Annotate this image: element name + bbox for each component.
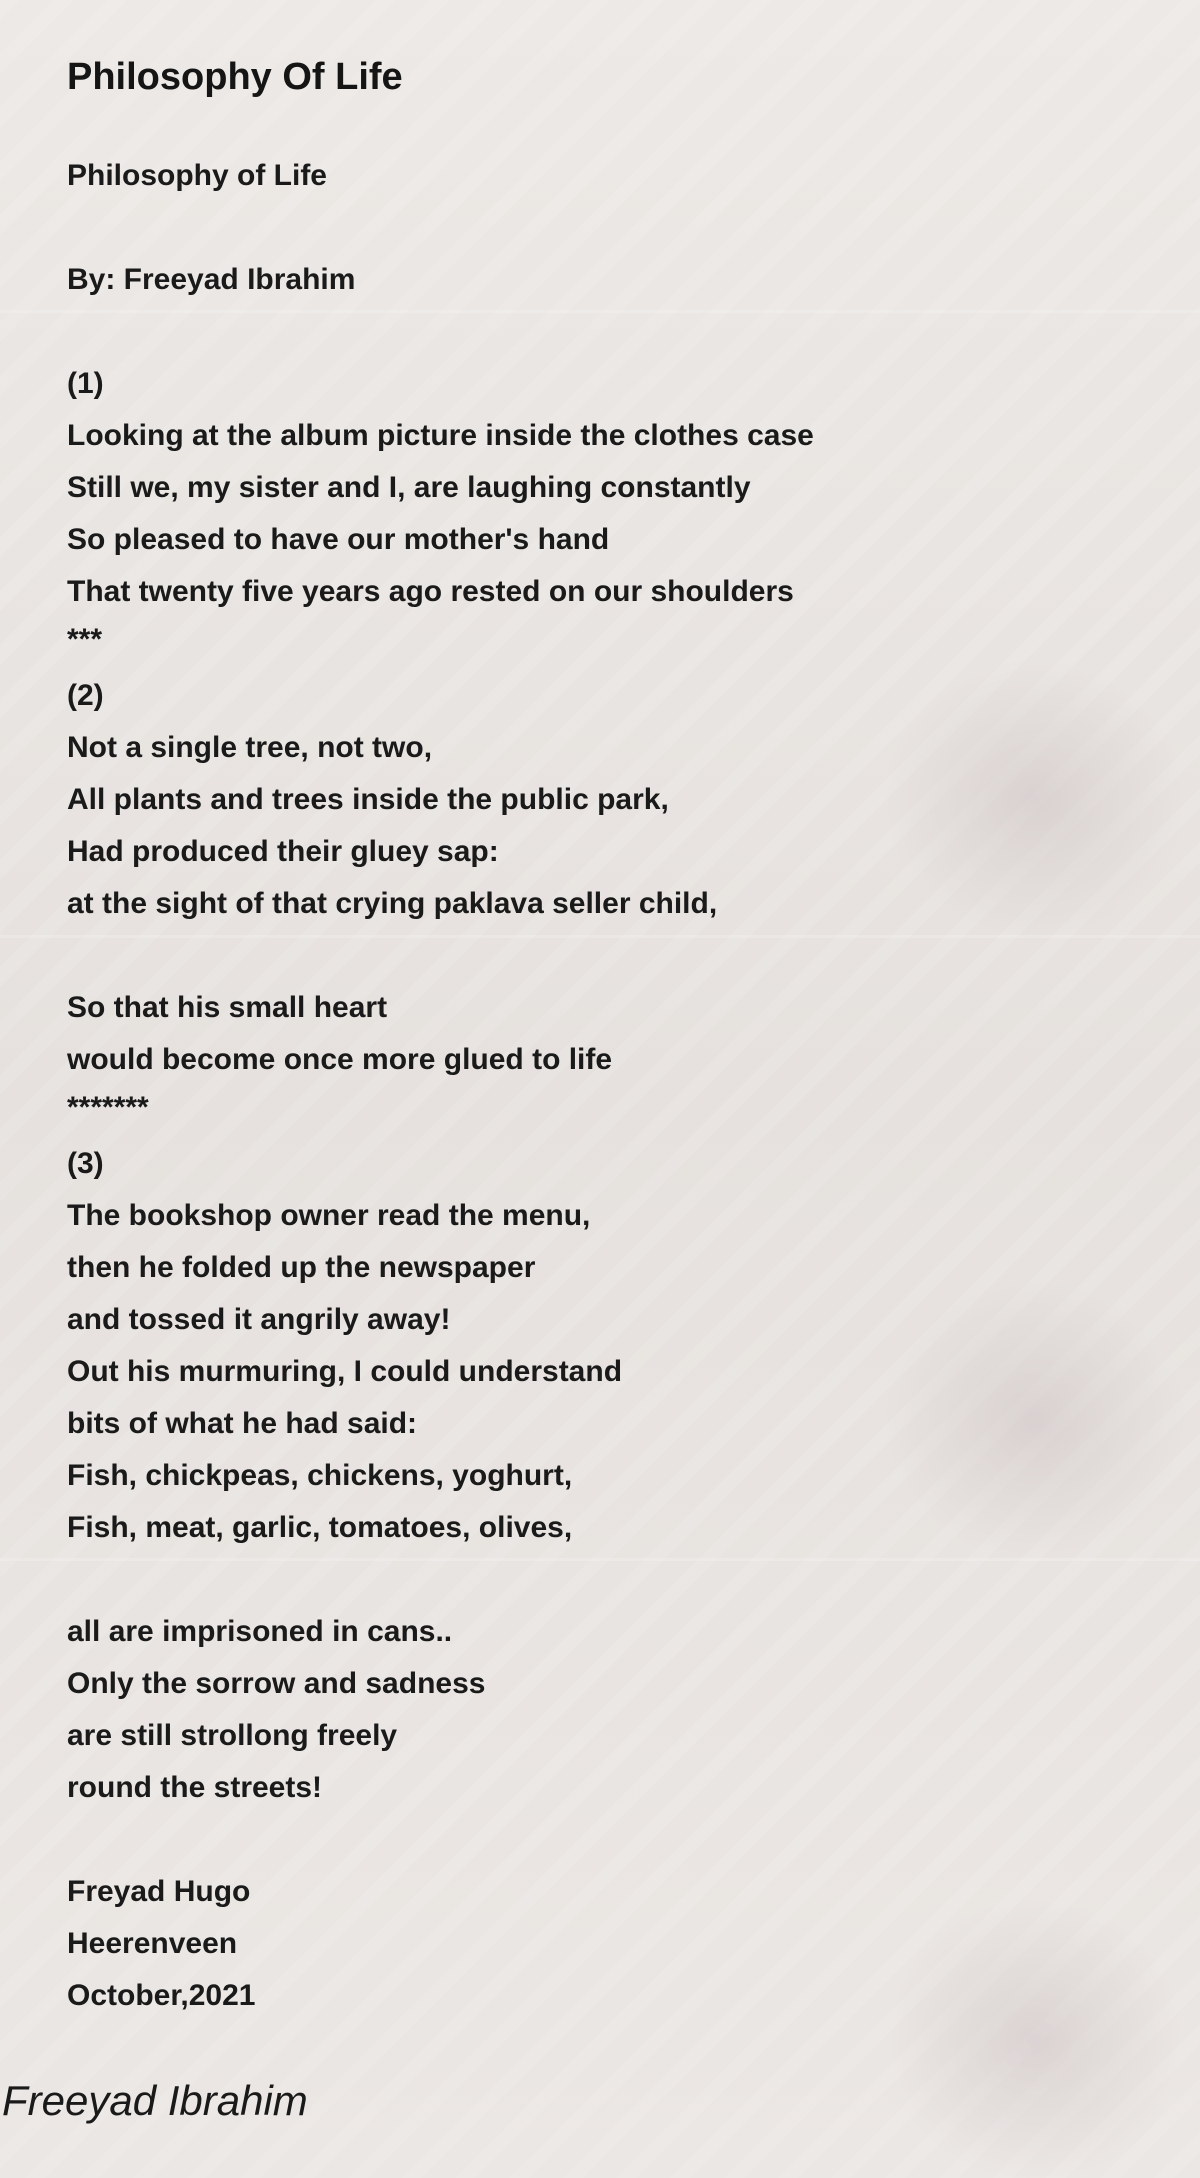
- poem-line: (1): [67, 367, 104, 400]
- poem-line: bits of what he had said:: [67, 1407, 418, 1440]
- poem-body: [67, 150, 1147, 2022]
- stanza-break: [67, 1814, 1147, 1866]
- poem-line: Fish, meat, garlic, tomatoes, olives,: [67, 1511, 573, 1544]
- poem-line: Still we, my sister and I, are laughing constantly: [67, 471, 751, 504]
- poem-title: Philosophy Of Life: [67, 56, 403, 98]
- stanza-break: [67, 1554, 1147, 1606]
- poem-line: Only the sorrow and sadness: [67, 1667, 486, 1700]
- poem-line: The bookshop owner read the menu,: [67, 1199, 591, 1232]
- poem-line: would become once more glued to life: [67, 1043, 613, 1076]
- poem-line: Looking at the album picture inside the clothes case: [67, 419, 814, 452]
- poem-line: all are imprisoned in cans..: [67, 1615, 453, 1648]
- poem-line: All plants and trees inside the public park,: [67, 783, 669, 816]
- stanza-break: [67, 202, 1147, 254]
- poem-line: Philosophy of Life: [67, 159, 327, 192]
- poem-line: By: Freeyad Ibrahim: [67, 263, 356, 296]
- poem-line: October,2021: [67, 1979, 256, 2012]
- poem-line: Out his murmuring, I could understand: [67, 1355, 623, 1388]
- poem-line: (2): [67, 679, 104, 712]
- poem-line: ***: [67, 623, 103, 656]
- poem-line: *******: [67, 1091, 149, 1124]
- stanza-break: [67, 306, 1147, 358]
- poem-line: round the streets!: [67, 1771, 323, 1804]
- poem-line: Heerenveen: [67, 1927, 238, 1960]
- stanza-break: [67, 930, 1147, 982]
- poem-line: So that his small heart: [67, 991, 388, 1024]
- poem-line: are still strollong freely: [67, 1719, 398, 1752]
- poem-line: and tossed it angrily away!: [67, 1303, 451, 1336]
- poem-line: Had produced their gluey sap:: [67, 835, 499, 868]
- poem-line: at the sight of that crying paklava seller child,: [67, 887, 718, 920]
- poem-line: Fish, chickpeas, chickens, yoghurt,: [67, 1459, 573, 1492]
- poem-line: then he folded up the newspaper: [67, 1251, 536, 1284]
- author-signature: Freeyad Ibrahim: [2, 2077, 308, 2124]
- poem-line: That twenty five years ago rested on our shoulders: [67, 575, 794, 608]
- poem-line: So pleased to have our mother's hand: [67, 523, 610, 556]
- poem-line: Not a single tree, not two,: [67, 731, 433, 764]
- poem-line: (3): [67, 1147, 104, 1180]
- poem-line: Freyad Hugo: [67, 1875, 251, 1908]
